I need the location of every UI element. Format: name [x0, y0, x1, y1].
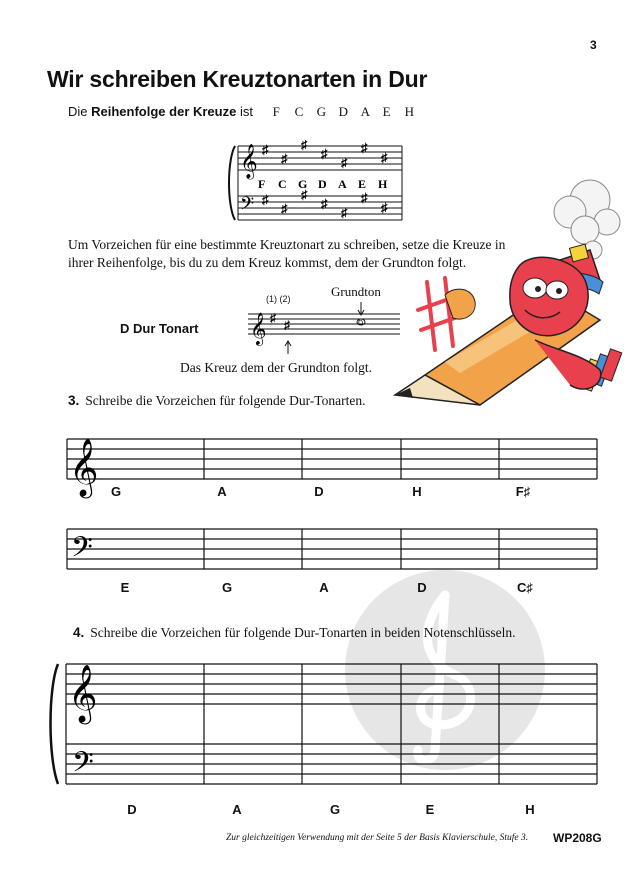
treble-key-label: H — [412, 484, 422, 499]
example-label: D Dur Tonart — [120, 321, 199, 336]
steam-cloud — [554, 180, 620, 259]
task-3-heading — [68, 393, 365, 409]
task-3-number: 3. — [68, 393, 80, 408]
page-number: 3 — [590, 38, 597, 52]
svg-text:♯: ♯ — [341, 205, 348, 220]
sharp-number-1: (1) — [266, 294, 277, 304]
diagram-letter: F — [258, 177, 266, 191]
treble-clef-icon: 𝄞 — [240, 145, 258, 178]
order-letter: G — [316, 104, 326, 119]
sharp-order-line — [68, 104, 427, 120]
order-letter: E — [382, 104, 391, 119]
bass-clef-icon: 𝄢 — [240, 193, 255, 218]
task-4-heading — [73, 625, 516, 641]
svg-text:♯: ♯ — [281, 151, 288, 166]
order-letter: F — [272, 104, 280, 119]
intro-prefix: Die — [68, 104, 88, 119]
svg-text:♯: ♯ — [361, 140, 368, 155]
diagram-letter: H — [378, 177, 388, 191]
order-letter: C — [294, 104, 304, 119]
intro-suffix: ist — [239, 104, 253, 119]
treble-key-label: D — [314, 484, 324, 499]
diagram-letter: D — [318, 177, 327, 191]
grand-key-label: A — [232, 802, 242, 817]
svg-text:♯: ♯ — [321, 146, 328, 161]
grand-key-label: E — [425, 802, 435, 817]
bass-clef-icon: 𝄢 — [71, 533, 93, 570]
treble-clef-icon: 𝄞 — [250, 314, 267, 345]
d-note-label: D — [358, 320, 364, 327]
left-pupil — [535, 286, 541, 292]
order-letter: D — [338, 104, 348, 119]
svg-text:♯: ♯ — [321, 196, 328, 211]
follows-caption: Das Kreuz dem der Grundton folgt. — [180, 360, 372, 375]
bass-staff — [67, 529, 597, 569]
treble-clef-icon: 𝄞 — [69, 439, 99, 495]
svg-text:♯: ♯ — [262, 192, 269, 207]
diagram-letter: C — [278, 177, 287, 191]
sharp-c-icon: ♯ — [284, 318, 290, 332]
pencil-mascot-illustration — [385, 170, 630, 425]
paragraph-line-1: Um Vorzeichen für eine bestimmte Kreuztonart zu schreiben, setze die Kreuze in — [68, 237, 506, 252]
task-3-text: Schreibe die Vorzeichen für folgende Dur-Tonarten. — [85, 393, 366, 408]
sharp-f-icon: ♯ — [270, 311, 276, 325]
svg-text:♯: ♯ — [301, 187, 308, 202]
task-4-number: 4. — [73, 625, 85, 640]
treble-key-label: A — [217, 484, 227, 499]
grand-key-label: G — [329, 802, 341, 817]
bass-key-label: D — [417, 580, 427, 595]
catalog-code: WP208G — [553, 831, 602, 845]
brace-icon — [51, 664, 59, 784]
grand-key-label: H — [525, 802, 535, 817]
sharp-number-2: (2) — [279, 294, 291, 304]
treble-key-label: G — [110, 484, 122, 499]
order-letter: A — [360, 104, 370, 119]
grand-key-label: D — [127, 802, 137, 817]
sharps-diagram — [228, 140, 408, 230]
left-eye — [523, 278, 547, 298]
treble-staff — [67, 439, 597, 479]
page-title: Wir schreiben Kreuztonarten in Dur — [47, 66, 428, 92]
diagram-letter: G — [298, 177, 308, 191]
task-3-staves — [65, 422, 600, 582]
svg-text:♯: ♯ — [281, 201, 288, 216]
svg-text:♯: ♯ — [381, 200, 388, 215]
svg-text:♯: ♯ — [301, 140, 308, 152]
grundton-label: Grundton — [331, 284, 381, 299]
paragraph-line-2: ihrer Reihenfolge, bis du zu dem Kreuz kommst, dem der Grundton folgt. — [68, 255, 467, 270]
svg-text:♯: ♯ — [341, 155, 348, 170]
svg-text:♯: ♯ — [262, 142, 269, 157]
svg-text:♯: ♯ — [361, 190, 368, 205]
svg-text:♯: ♯ — [381, 150, 388, 165]
diagram-letter: E — [358, 177, 367, 191]
grand-staff-lines — [66, 664, 597, 784]
bass-clef-icon: 𝄢 — [72, 748, 94, 785]
right-pupil — [556, 288, 562, 294]
footer-note: Zur gleichzeitigen Verwendung mit der Seite 5 der Basis Klavierschule, Stufe 3. — [226, 833, 529, 843]
task-4-grand-staff — [44, 648, 604, 798]
bass-key-label: G — [221, 580, 233, 595]
treble-key-label: F♯ — [515, 484, 531, 499]
diagram-letter: A — [338, 177, 347, 191]
treble-clef-icon: 𝄞 — [68, 665, 98, 721]
order-letter: H — [404, 104, 414, 119]
bass-key-label: E — [120, 580, 130, 595]
brace-icon — [229, 146, 235, 220]
task-4-text: Schreibe die Vorzeichen für folgende Dur-Tonarten in beiden Notenschlüsseln. — [90, 625, 516, 640]
bass-key-label: A — [319, 580, 329, 595]
sharp-order-sequence — [273, 104, 427, 119]
mascot-foot — [535, 340, 601, 389]
bass-key-label: C♯ — [517, 580, 533, 595]
intro-bold: Reihenfolge der Kreuze — [91, 104, 237, 119]
d-major-staff — [246, 300, 402, 358]
